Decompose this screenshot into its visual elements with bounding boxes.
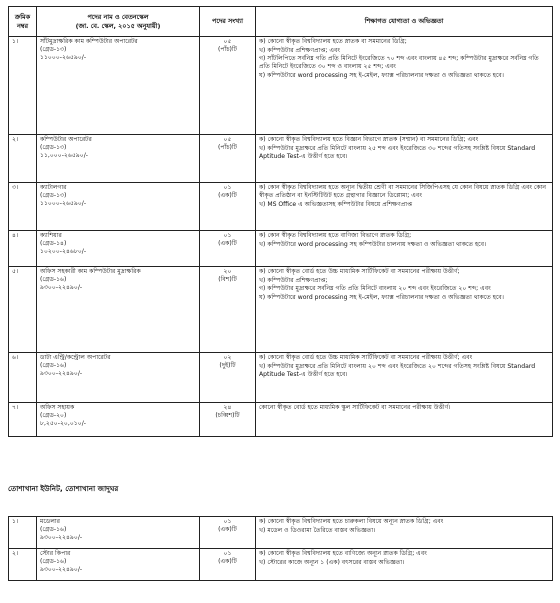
post-count-words: (চব্বিশ)টি	[215, 412, 240, 420]
qualification-item: গ) কম্পিউটার মুদ্রাক্ষরে সর্বনিম্ন গতি প্রতি মিনিটে বাংলায় ২০ শব্দ এবং ইংরেজিতে ২০ শব্দ; এবং	[259, 285, 491, 293]
qualification-cell	[256, 37, 553, 135]
post-scale: ৯৩০০-২২৪৯০/-	[40, 534, 83, 542]
post-grade: (গ্রেড-১৩)	[40, 46, 67, 54]
post-count-words: (পাঁচ)টি	[217, 144, 237, 152]
post-count: ০১	[223, 550, 232, 557]
post-count-words: (এক)টি	[218, 526, 237, 534]
post-count: ০৫	[223, 38, 232, 45]
count-cell	[200, 37, 256, 135]
post-count-words: (দুই)টি	[219, 362, 236, 370]
qualification-item: ক) কোন স্বীকৃত বিশ্ববিদ্যালয় হতে অন্যূন দ্বিতীয় শ্রেণী বা সমমানের সিজিপিএসহ যে কোন বিষয়ে স্নাতক ডিগ্রি এবং কোন স্বীকৃত প্রতিষ্ঠান বা ইনস্টিটিউট হতে গ্রন্থাগার বিজ্ঞানে ডিপ্লোমা; এবং	[259, 184, 547, 200]
header-post-name	[37, 7, 200, 37]
serial-cell: ১।	[9, 517, 37, 549]
qualification-item: ঘ) কম্পিউটারে word processing সহ ই-মেইল, ফ্যাক্স পরিচালনার দক্ষতা ও অভিজ্ঞতা থাকতে হবে।	[259, 71, 504, 79]
qualification-item: খ) কম্পিউটার প্রশিক্ষণপ্রাপ্ত;	[259, 276, 328, 284]
count-cell	[200, 549, 256, 581]
qualification-cell	[256, 183, 553, 231]
qualification-cell	[256, 353, 553, 403]
post-name: অফিস সহকারী কাম কম্পিউটার মুদ্রাক্ষরিক	[40, 268, 141, 275]
count-cell	[200, 353, 256, 403]
posts-table	[8, 6, 553, 437]
qualification-cell	[256, 135, 553, 183]
post-count-words: (পাঁচ)টি	[217, 46, 237, 54]
count-cell	[200, 403, 256, 437]
qualification-cell	[256, 267, 553, 353]
post-cell	[37, 267, 200, 353]
serial-cell: ১।	[9, 37, 37, 135]
qualification-item: ক) কোনো স্বীকৃত বিশ্ববিদ্যালয় হতে বিজ্ঞান বিভাগে স্নাতক (সম্মান) বা সমমানের ডিগ্রি; এবং	[259, 136, 479, 143]
post-name: কম্পিউটার অপারেটর	[40, 136, 92, 143]
count-cell	[200, 267, 256, 353]
count-cell	[200, 517, 256, 549]
qualification-item: ঘ) কম্পিউটারে word processing সহ ই-মেইল, ফ্যাক্স পরিচালনার দক্ষতা ও অভিজ্ঞতা থাকতে হবে।	[259, 293, 504, 301]
qualification-item: খ) কম্পিউটারে word processing সহ কম্পিউটার চালনায় দক্ষতা ও অভিজ্ঞতা থাকতে হবে।	[259, 240, 487, 248]
post-grade: (গ্রেড-১৩)	[40, 192, 67, 200]
post-scale: ১১,০০০-২৬৫৯০/-	[40, 152, 88, 160]
table-header-row	[9, 7, 553, 37]
post-scale: ৮,২৫০-২০,০১০/-	[40, 420, 86, 428]
post-name: অফিস সহায়ক	[40, 404, 75, 411]
section-title: তোশাখানা ইউনিট, তোশাখানা জাদুঘর	[8, 484, 119, 493]
post-count: ২০	[223, 268, 232, 275]
qualification-item: খ) কম্পিউটার মুদ্রাক্ষরে প্রতি মিনিটে বাংলায় ২০ শব্দ এবং ইংরেজিতে ২০ শব্দের গতিসহ সংশ্লিষ্ট বিষয়ে Standard Aptitude Test-এ উত্তীর্ণ হতে হবে।	[259, 362, 536, 378]
post-name: স্টোর কিপার	[40, 550, 71, 557]
post-name: ক্যাটালগার	[40, 184, 67, 191]
count-cell	[200, 183, 256, 231]
post-cell	[37, 403, 200, 437]
table-row	[9, 37, 553, 135]
count-cell	[200, 231, 256, 267]
serial-cell: ৫।	[9, 267, 37, 353]
post-count: ০৫	[223, 136, 232, 143]
qualification-item: খ) স্টোরের কাজে অন্যূন ১ (এক) বৎসরের বাস্তব অভিজ্ঞতা।	[259, 558, 405, 566]
post-cell	[37, 353, 200, 403]
table-row	[9, 517, 553, 549]
post-grade: (গ্রেড-১৪)	[40, 240, 67, 248]
post-grade: (গ্রেড-১৬)	[40, 558, 67, 566]
post-cell	[37, 37, 200, 135]
qualification-item: গ) সাঁটলিপিতে সর্বনিম্ন গতি প্রতি মিনিটে ইংরেজিতে ৭০ শব্দ এবং বাংলায় ৪৫ শব্দ; কম্পিউটার মুদ্রাক্ষরে সর্বনিম্ন গতি প্রতি মিনিটে ইংরেজিতে ৩০ শব্দ ও বাংলায় ২৫ শব্দ; এবং	[259, 55, 539, 71]
serial-cell: ৪।	[9, 231, 37, 267]
header-serial: ক্রমিক নম্বর	[9, 7, 37, 37]
qualification-cell	[256, 403, 553, 437]
post-count: ২৪	[223, 404, 232, 411]
qualification-item: কোনো স্বীকৃত বোর্ড হতে মাধ্যমিক স্কুল সার্টিফিকেট বা সমমানের পরীক্ষায় উত্তীর্ণ।	[259, 404, 451, 411]
qualification-item: ক) কোন স্বীকৃত বিশ্ববিদ্যালয় হতে বাণিজ্য বিভাগে স্নাতক ডিগ্রি;	[259, 232, 412, 239]
post-name: ডাটা এন্ট্রি/কন্ট্রোল অপারেটর	[40, 354, 111, 361]
post-grade: (গ্রেড-১৩)	[40, 144, 67, 152]
toshakhana-table-body	[9, 517, 553, 581]
post-grade: (গ্রেড-১৬)	[40, 526, 67, 534]
post-cell	[37, 183, 200, 231]
post-count-words: (এক)টি	[218, 192, 237, 200]
post-count: ০১	[223, 232, 232, 239]
post-count-words: (এক)টি	[218, 240, 237, 248]
post-count: ০১	[223, 518, 232, 525]
qualification-item: খ) কম্পিউটার মুদ্রাক্ষরে প্রতি মিনিটে বাংলায় ২৫ শব্দ এবং ইংরেজিতে ৩০ শব্দের গতিসহ সংশ্লিষ্ট বিষয়ে Standard Aptitude Test-এ উত্তীর্ণ হতে হবে।	[259, 144, 536, 160]
table-row	[9, 267, 553, 353]
post-cell	[37, 231, 200, 267]
posts-table-body	[9, 37, 553, 437]
post-name: ক্যাশিয়ার	[40, 232, 62, 239]
table-row	[9, 353, 553, 403]
qualification-item: ক) কোনো স্বীকৃত বিশ্ববিদ্যালয় হতে স্নাতক বা সমমানের ডিগ্রি;	[259, 38, 407, 45]
serial-cell: ৬।	[9, 353, 37, 403]
post-scale: ১১০০০-২৬৫৯০/-	[40, 200, 87, 208]
qualification-item: খ) কম্পিউটার প্রশিক্ষণপ্রাপ্ত; এবং	[259, 46, 340, 54]
post-cell	[37, 549, 200, 581]
post-grade: (গ্রেড-১৬)	[40, 276, 67, 284]
table-row	[9, 403, 553, 437]
post-name: সাঁটমুদ্রাক্ষরিক কাম কম্পিউটার অপারেটর	[40, 38, 138, 45]
serial-cell: ৭।	[9, 403, 37, 437]
post-grade: (গ্রেড-২০)	[40, 412, 67, 420]
header-post-count: পদের সংখ্যা	[200, 7, 256, 37]
post-scale: ১০২০০-২৪৬৮০/-	[40, 248, 87, 256]
qualification-item: ক) কোনো স্বীকৃত বোর্ড হতে উচ্চ মাধ্যমিক সার্টিফিকেট বা সমমানের পরীক্ষায় উত্তীর্ণ; এবং	[259, 354, 473, 361]
post-count-words: (এক)টি	[218, 558, 237, 566]
post-count: ০১	[223, 184, 232, 191]
qualification-cell	[256, 231, 553, 267]
table-row	[9, 183, 553, 231]
post-scale: ৯৩০০-২২৪৯০/-	[40, 284, 83, 292]
toshakhana-table	[8, 516, 553, 581]
post-scale: ১১০০০-২৬৫৯০/-	[40, 54, 87, 62]
table-row	[9, 231, 553, 267]
qualification-item: খ) মডেল ও ডিওরামা তৈরিতে বাস্তব অভিজ্ঞতা।	[259, 526, 376, 534]
post-count: ০২	[223, 354, 232, 361]
post-count-words: (বিশ)টি	[218, 276, 237, 284]
qualification-item: ক) কোনো স্বীকৃত বিশ্ববিদ্যালয় হতে চারুকলা বিষয়ে অন্যূন স্নাতক ডিগ্রি; এবং	[259, 518, 444, 525]
post-name: মডেলার	[40, 518, 60, 525]
qualification-item: ক) কোনো স্বীকৃত বোর্ড হতে উচ্চ মাধ্যমিক সার্টিফিকেট বা সমমানের পরীক্ষায় উত্তীর্ণ;	[259, 268, 460, 275]
qualification-item: খ) MS Office এ অভিজ্ঞতাসহ কম্পিউটার বিষয়ে প্রশিক্ষণপ্রাপ্ত	[259, 200, 413, 208]
table-row	[9, 135, 553, 183]
table-row	[9, 549, 553, 581]
serial-cell: ৩।	[9, 183, 37, 231]
count-cell	[200, 135, 256, 183]
header-post-name-line1: পদের নাম ও বেতনস্কেল	[87, 13, 149, 22]
header-qualification: শিক্ষাগত যোগ্যতা ও অভিজ্ঞতা	[256, 7, 553, 37]
post-grade: (গ্রেড-১৬)	[40, 362, 67, 370]
serial-cell: ২।	[9, 135, 37, 183]
serial-cell: ২।	[9, 549, 37, 581]
post-cell	[37, 517, 200, 549]
post-cell	[37, 135, 200, 183]
post-scale: ৯৩০০-২২৪৯০/-	[40, 370, 83, 378]
qualification-cell	[256, 549, 553, 581]
qualification-item: ক) কোনো স্বীকৃত বিশ্ববিদ্যালয় হতে বাণিজ্যে অন্যূন স্নাতক ডিগ্রি; এবং	[259, 550, 427, 557]
qualification-cell	[256, 517, 553, 549]
header-post-name-line2: (জা. বে. স্কেল, ২০১৫ অনুযায়ী)	[75, 21, 161, 30]
post-scale: ৯৩০০-২২৪৯০/-	[40, 566, 83, 574]
